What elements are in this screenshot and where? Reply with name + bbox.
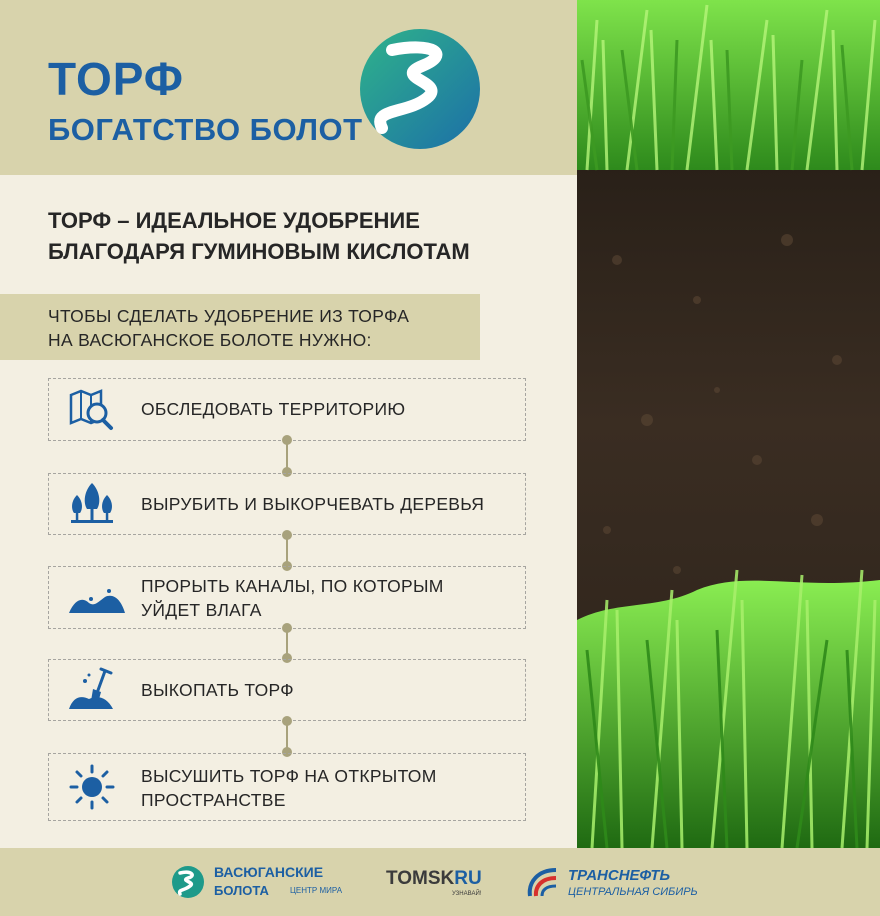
transneft-region: ЦЕНТРАЛЬНАЯ СИБИРЬ bbox=[568, 886, 698, 898]
vasyugan-logo-icon bbox=[170, 864, 206, 900]
step-label: ПРОРЫТЬ КАНАЛЫ, ПО КОТОРЫМ УЙДЕТ ВЛАГА bbox=[141, 576, 444, 620]
soil-grass-photo bbox=[577, 0, 880, 848]
vasyugan-line-2: БОЛОТА bbox=[214, 883, 269, 898]
shovel-icon bbox=[67, 667, 117, 713]
lead-box bbox=[0, 294, 480, 360]
lead-text bbox=[48, 304, 409, 352]
lead-line-1: ЧТОБЫ СДЕЛАТЬ УДОБРЕНИЕ ИЗ ТОРФА bbox=[48, 306, 410, 326]
step-item bbox=[48, 473, 526, 535]
map-search-icon bbox=[67, 385, 117, 431]
tomsk-logo: TOMSKRU bbox=[386, 868, 482, 889]
step-label: ОБСЛЕДОВАТЬ ТЕРРИТОРИЮ bbox=[141, 399, 406, 419]
step-item bbox=[48, 753, 526, 821]
vasyugan-sub: ЦЕНТР МИРА bbox=[290, 886, 343, 895]
step-label: ВЫСУШИТЬ ТОРФ НА ОТКРЫТОМ ПРОСТРАНСТВЕ bbox=[141, 766, 437, 810]
step-label: ВЫРУБИТЬ И ВЫКОРЧЕВАТЬ ДЕРЕВЬЯ bbox=[141, 494, 485, 514]
step-label: ВЫКОПАТЬ ТОРФ bbox=[141, 680, 294, 700]
step-item bbox=[48, 378, 526, 441]
sun-icon bbox=[67, 764, 117, 810]
swamp-logo-icon bbox=[352, 24, 482, 154]
page-title: ТОРФ bbox=[48, 53, 185, 105]
header-band bbox=[0, 0, 577, 175]
step-item bbox=[48, 659, 526, 721]
lead-line-2: НА ВАСЮГАНСКОЕ БОЛОТЕ НУЖНО: bbox=[48, 330, 372, 350]
page-subtitle: БОГАТСТВО БОЛОТ bbox=[48, 112, 363, 147]
tomsk-tagline: УЗНАВАЙ! bbox=[452, 891, 482, 897]
headline-line-2: БЛАГОДАРЯ ГУМИНОВЫМ КИСЛОТАМ bbox=[48, 239, 470, 264]
vasyugan-line-1: ВАСЮГАНСКИЕ bbox=[214, 864, 324, 880]
trees-icon bbox=[67, 481, 117, 527]
channel-icon bbox=[67, 577, 117, 623]
transneft-name: ТРАНСНЕФТЬ bbox=[568, 867, 671, 884]
headline bbox=[48, 205, 568, 267]
footer-band bbox=[0, 848, 880, 916]
step-item bbox=[48, 566, 526, 629]
headline-line-1: ТОРФ – ИДЕАЛЬНОЕ УДОБРЕНИЕ bbox=[48, 208, 420, 233]
transneft-logo-icon bbox=[526, 866, 564, 900]
main-content bbox=[0, 175, 577, 848]
